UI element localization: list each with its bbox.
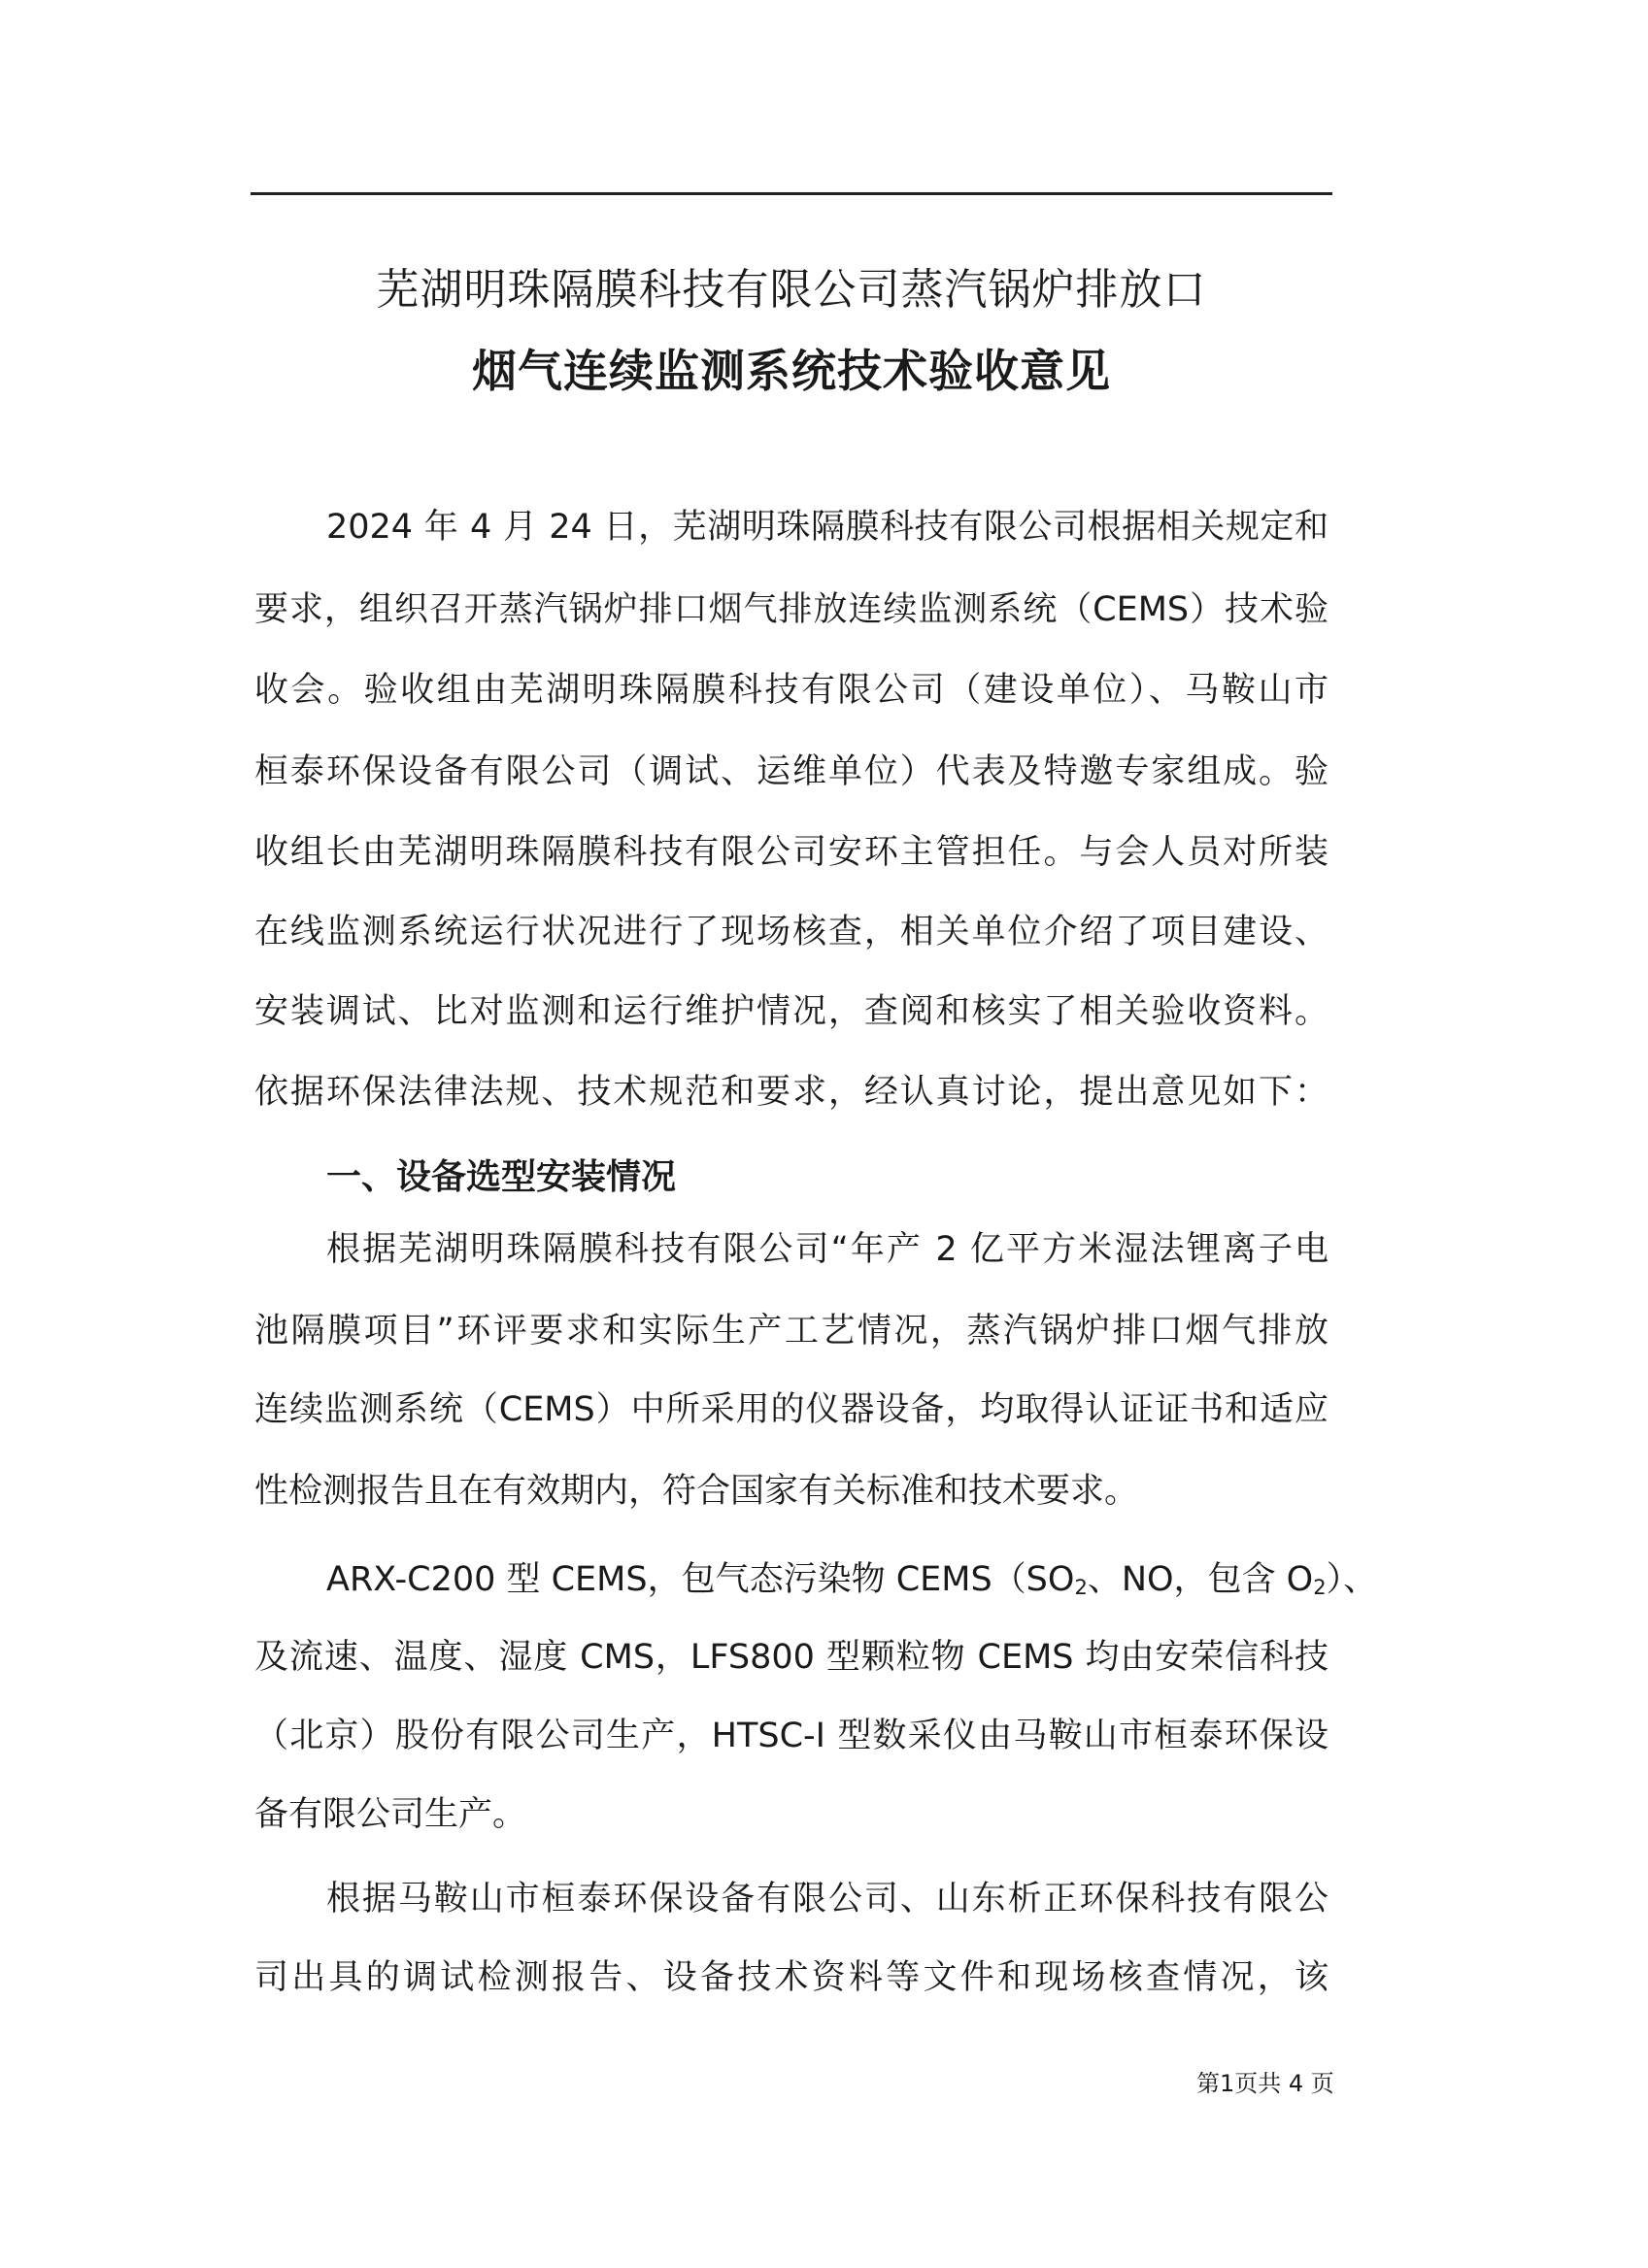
text-line: 根据马鞍山市桓泰环保设备有限公司、山东析正环保科技有限公 (326, 1880, 1328, 1918)
text-line: 依据环保法律法规、技术规范和要求，经认真讨论，提出意见如下： (254, 1073, 1328, 1112)
text-line (326, 1558, 1378, 1609)
text-line: 根据芜湖明珠隔膜科技有限公司“年产 2 亿平方米湿法锂离子电 (326, 1230, 1328, 1269)
text-line: 桓泰环保设备有限公司（调试、运维单位）代表及特邀专家组成。验 (254, 752, 1328, 791)
text-line: 收组长由芜湖明珠隔膜科技有限公司安环主管担任。与会人员对所装 (254, 833, 1328, 872)
text-line: 连续监测系统（CEMS）中所采用的仪器设备，均取得认证证书和适应 (254, 1390, 1328, 1429)
document-title-line2: 烟气连续监测系统技术验收意见 (472, 345, 1111, 397)
text-line: 收会。验收组由芜湖明珠隔膜科技有限公司（建设单位）、马鞍山市 (254, 671, 1328, 710)
header-rule (251, 192, 1332, 195)
text-line: 备有限公司生产。 (254, 1795, 527, 1834)
text-line: 要求，组织召开蒸汽锅炉排口烟气排放连续监测系统（CEMS）技术验 (254, 590, 1328, 629)
text-line: （北京）股份有限公司生产，HTSC-I 型数采仪由马鞍山市桓泰环保设 (254, 1717, 1328, 1755)
page-number: 第1页共 4 页 (1196, 2070, 1334, 2097)
text-run: 、NO，包含 O (1087, 1560, 1314, 1599)
subscript: 2 (1074, 1576, 1088, 1600)
document-title-line1: 芜湖明珠隔膜科技有限公司蒸汽锅炉排放口 (376, 265, 1207, 315)
section-heading: 一、设备选型安装情况 (326, 1157, 677, 1197)
text-run: ）、 (1326, 1560, 1378, 1599)
text-line: 2024 年 4 月 24 日，芜湖明珠隔膜科技有限公司根据相关规定和 (326, 508, 1328, 547)
subscript: 2 (1313, 1576, 1327, 1600)
text-line: 性检测报告且在有效期内，符合国家有关标准和技术要求。 (254, 1472, 1139, 1511)
text-run: ARX-C200 型 CEMS，包气态污染物 CEMS（SO (326, 1560, 1075, 1599)
text-line: 司出具的调试检测报告、设备技术资料等文件和现场核查情况，该 (254, 1958, 1328, 1997)
text-line: 池隔膜项目”环评要求和实际生产工艺情况，蒸汽锅炉排口烟气排放 (254, 1312, 1328, 1351)
text-line: 安装调试、比对监测和运行维护情况，查阅和核实了相关验收资料。 (254, 992, 1328, 1031)
text-line: 及流速、温度、湿度 CMS，LFS800 型颗粒物 CEMS 均由安荣信科技 (254, 1638, 1328, 1677)
text-line: 在线监测系统运行状况进行了现场核查，相关单位介绍了项目建设、 (254, 913, 1328, 951)
